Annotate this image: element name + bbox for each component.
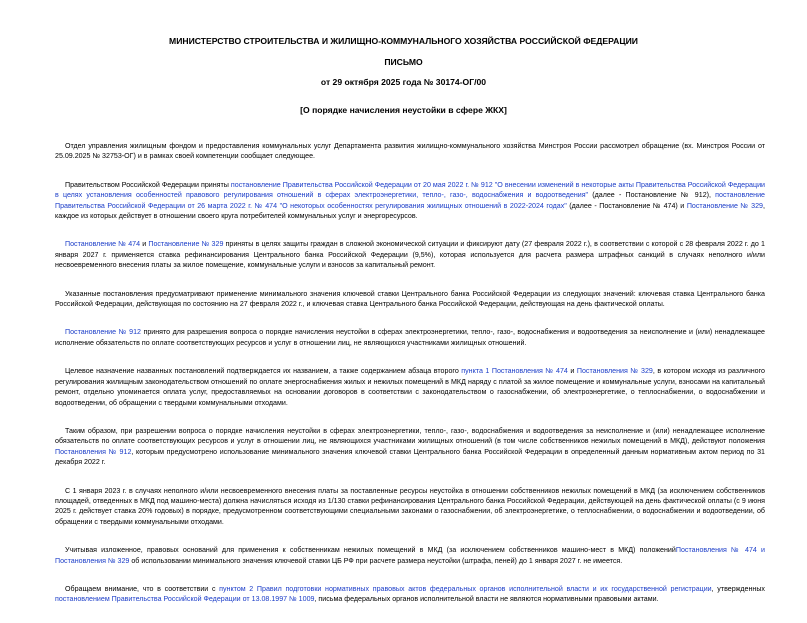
link-postanovlenie-474[interactable]: постановление Правительства Российской Федерации от 26 марта 2022 г. № 474 "О некоторых особенностях регулирования жилищных отношений в 2022-2024 годах": [55, 191, 765, 210]
link-postanovlenie-329[interactable]: Постановление № 329: [686, 201, 763, 210]
document-body: [55, 141, 765, 623]
link-postanovlenie-912[interactable]: Постановление № 912: [65, 328, 141, 337]
paragraph-7: Таким образом, при разрешении вопроса о порядке начисления неустойки в сферах электроэнергетики, тепло-, газо-, водоснабжения и водоотведения за неисполнение и (или) ненадлежащее исполнение обязательств по оплате соответствующих ресурсов и услуг в отношении лиц, не являющихся участниками жилищных отношений (в том числе собственников нежилых помещений в МКД), действуют положения Постановления № 912, которым предусмотрено использование минимального значения ключевой ставки Центрального банка Российской Федерации в определенный данным нормативным актом период по 31 декабря 2022 г.: [55, 426, 765, 467]
doc-date-number: от 29 октября 2025 года № 30174-ОГ/00: [320, 77, 487, 87]
link-postanovlenie-1009[interactable]: постановлением Правительства Российской Федерации от 13.08.1997 № 1009: [55, 595, 315, 604]
paragraph-10: Обращаем внимание, что в соответствии с пунктом 2 Правил подготовки нормативных правовых актов федеральных органов исполнительной власти и их государственной регистрации, утвержденных постановлением Правительства Российской Федерации от 13.08.1997 № 1009, письма федеральных органов исполнительной власти не являются нормативными правовыми актами.: [55, 584, 765, 604]
link-postanovlenie-912[interactable]: Постановления № 912: [55, 447, 132, 456]
paragraph-6: Целевое назначение названных постановлений подтверждается их названием, а также содержанием абзаца второго пункта 1 Постановления № 474 и Постановления № 329, в котором исходя из различного регулирования жилищным законодательством отношений по оплате энергоснабжения жилых и нежилых помещений в МКД наряду с платой за жилое помещение и коммунальные услуги, взносами на капитальный ремонт, отдельно упоминается оплата услуг, предоставляемых на основании договоров в соответствии с законодательством о газоснабжении, об электроэнергетике, о теплоснабжении, о водоснабжении и водоотведении, об обращении с твердыми коммунальными отходами.: [55, 367, 766, 407]
doc-type: ПИСЬМО: [384, 57, 423, 67]
paragraph-4: Указанные постановления предусматривают применение минимального значения ключевой ставки Центрального банка Российской Федерации из следующих значений: ключевая ставка Центрального банка Российской Федерации, действующая по состоянию на 27 февраля 2022 г., и ключевая ставка Центрального банка Российской Федерации, действующая на день фактической оплаты.: [55, 289, 765, 309]
link-postanovlenie-329[interactable]: Постановления № 329: [576, 367, 653, 376]
paragraph-9: Учитывая изложенное, правовых оснований для применения к собственникам нежилых помещений в МКД (за исключением собственников машино-мест в МКД) положенийПостановления № 474 и Постановления № 329 об использовании минимального значения ключевой ставки ЦБ РФ при расчете размера неустойки (штрафа, пеней) до 1 января 2027 г. не имеется.: [55, 546, 765, 565]
link-punkt-1-postanovlenie-474[interactable]: пункта 1 Постановления № 474: [461, 367, 568, 376]
link-postanovlenie-474[interactable]: Постановление № 474: [65, 240, 141, 249]
link-pravila-podgotovki[interactable]: пунктом 2 Правил подготовки нормативных правовых актов федеральных органов исполнительной власти и их государственной регистрации: [219, 584, 712, 593]
paragraph-8: С 1 января 2023 г. в случаях неполного и/или несвоевременного внесения платы за поставленные ресурсы неустойка в отношении собственников нежилых помещений в МКД (за исключением собственников площадей, отведенных в МКД под машино-места) должна начисляться исходя из 1/130 ставки рефинансирования Центрального банка Российской Федерации, действующей на день фактической оплаты (с 9 июня 2025 г. действует ставка 20% годовых) в порядке, предусмотренном соответствующими специальными законами о газоснабжении, об электроэнергетике, о теплоснабжении, о водоснабжении и водоотведении, об обращении с твердыми коммунальными отходами.: [55, 486, 765, 526]
paragraph-2: Правительством Российской Федерации приняты постановление Правительства Российской Федерации от 20 мая 2022 г. № 912 "О внесении изменений в некоторые акты Правительства Российской Федерации в целях установления особенностей правового регулирования отношений в сферах электроэнергетики, тепло-, газо-, водоснабжения и водоотведения" (далее - Постановление № 912), постановление Правительства Российской Федерации от 26 марта 2022 г. № 474 "О некоторых особенностях регулирования жилищных отношений в 2022-2024 годах" (далее - Постановление № 474) и Постановление № 329, каждое из которых действует в отношении своего круга потребителей коммунальных услуг и энергоресурсов.: [55, 180, 765, 221]
link-postanovlenie-329[interactable]: Постановление № 329: [148, 240, 224, 249]
ministry-title: МИНИСТЕРСТВО СТРОИТЕЛЬСТВА И ЖИЛИЩНО-КОММУНАЛЬНОГО ХОЗЯЙСТВА РОССИЙСКОЙ ФЕДЕРАЦИИ: [169, 36, 638, 46]
doc-subject: [О порядке начисления неустойки в сфере ЖКХ]: [300, 105, 507, 115]
link-postanovlenie-474-329[interactable]: Постановления № 474 и Постановления № 329: [55, 546, 765, 565]
paragraph-1: Отдел управления жилищным фондом и предоставления коммунальных услуг Департамента развития жилищно-коммунального хозяйства Минстроя России рассмотрел обращение (вх. Минстроя России от 25.09.2025 № 32753-ОГ) и в рамках своей компетенции сообщает следующее.: [55, 142, 765, 161]
link-postanovlenie-912[interactable]: постановление Правительства Российской Федерации от 20 мая 2022 г. № 912 "О внесении изменений в некоторые акты Правительства Российской Федерации в целях установления особенностей правового регулирования отношений в сферах электроэнергетики, тепло-, газо-, водоснабжения и водоотведения": [55, 180, 765, 200]
paragraph-3: Постановление № 474 и Постановление № 329 приняты в целях защиты граждан в сложной экономической ситуации и фиксируют дату (27 февраля 2022 г.), в соответствии с которой с 28 февраля 2022 г. до 1 января 2027 г. применяется ставка рефинансирования Центрального банка Российской Федерации (9,5%), которая используется для расчета размера штрафных санкций в случаях неполного и/или несвоевременного внесения платы за жилое помещение, коммунальные услуги и взносов за капитальный ремонт.: [55, 240, 765, 270]
paragraph-5: Постановление № 912 принято для разрешения вопроса о порядке начисления неустойки в сферах электроэнергетики, тепло-, газо-, водоснабжения и водоотведения за неисполнение и (или) ненадлежащее исполнение обязательств по оплате соответствующих ресурсов и услуг в отношении лиц, не являющихся участниками жилищных отношений.: [55, 328, 765, 347]
